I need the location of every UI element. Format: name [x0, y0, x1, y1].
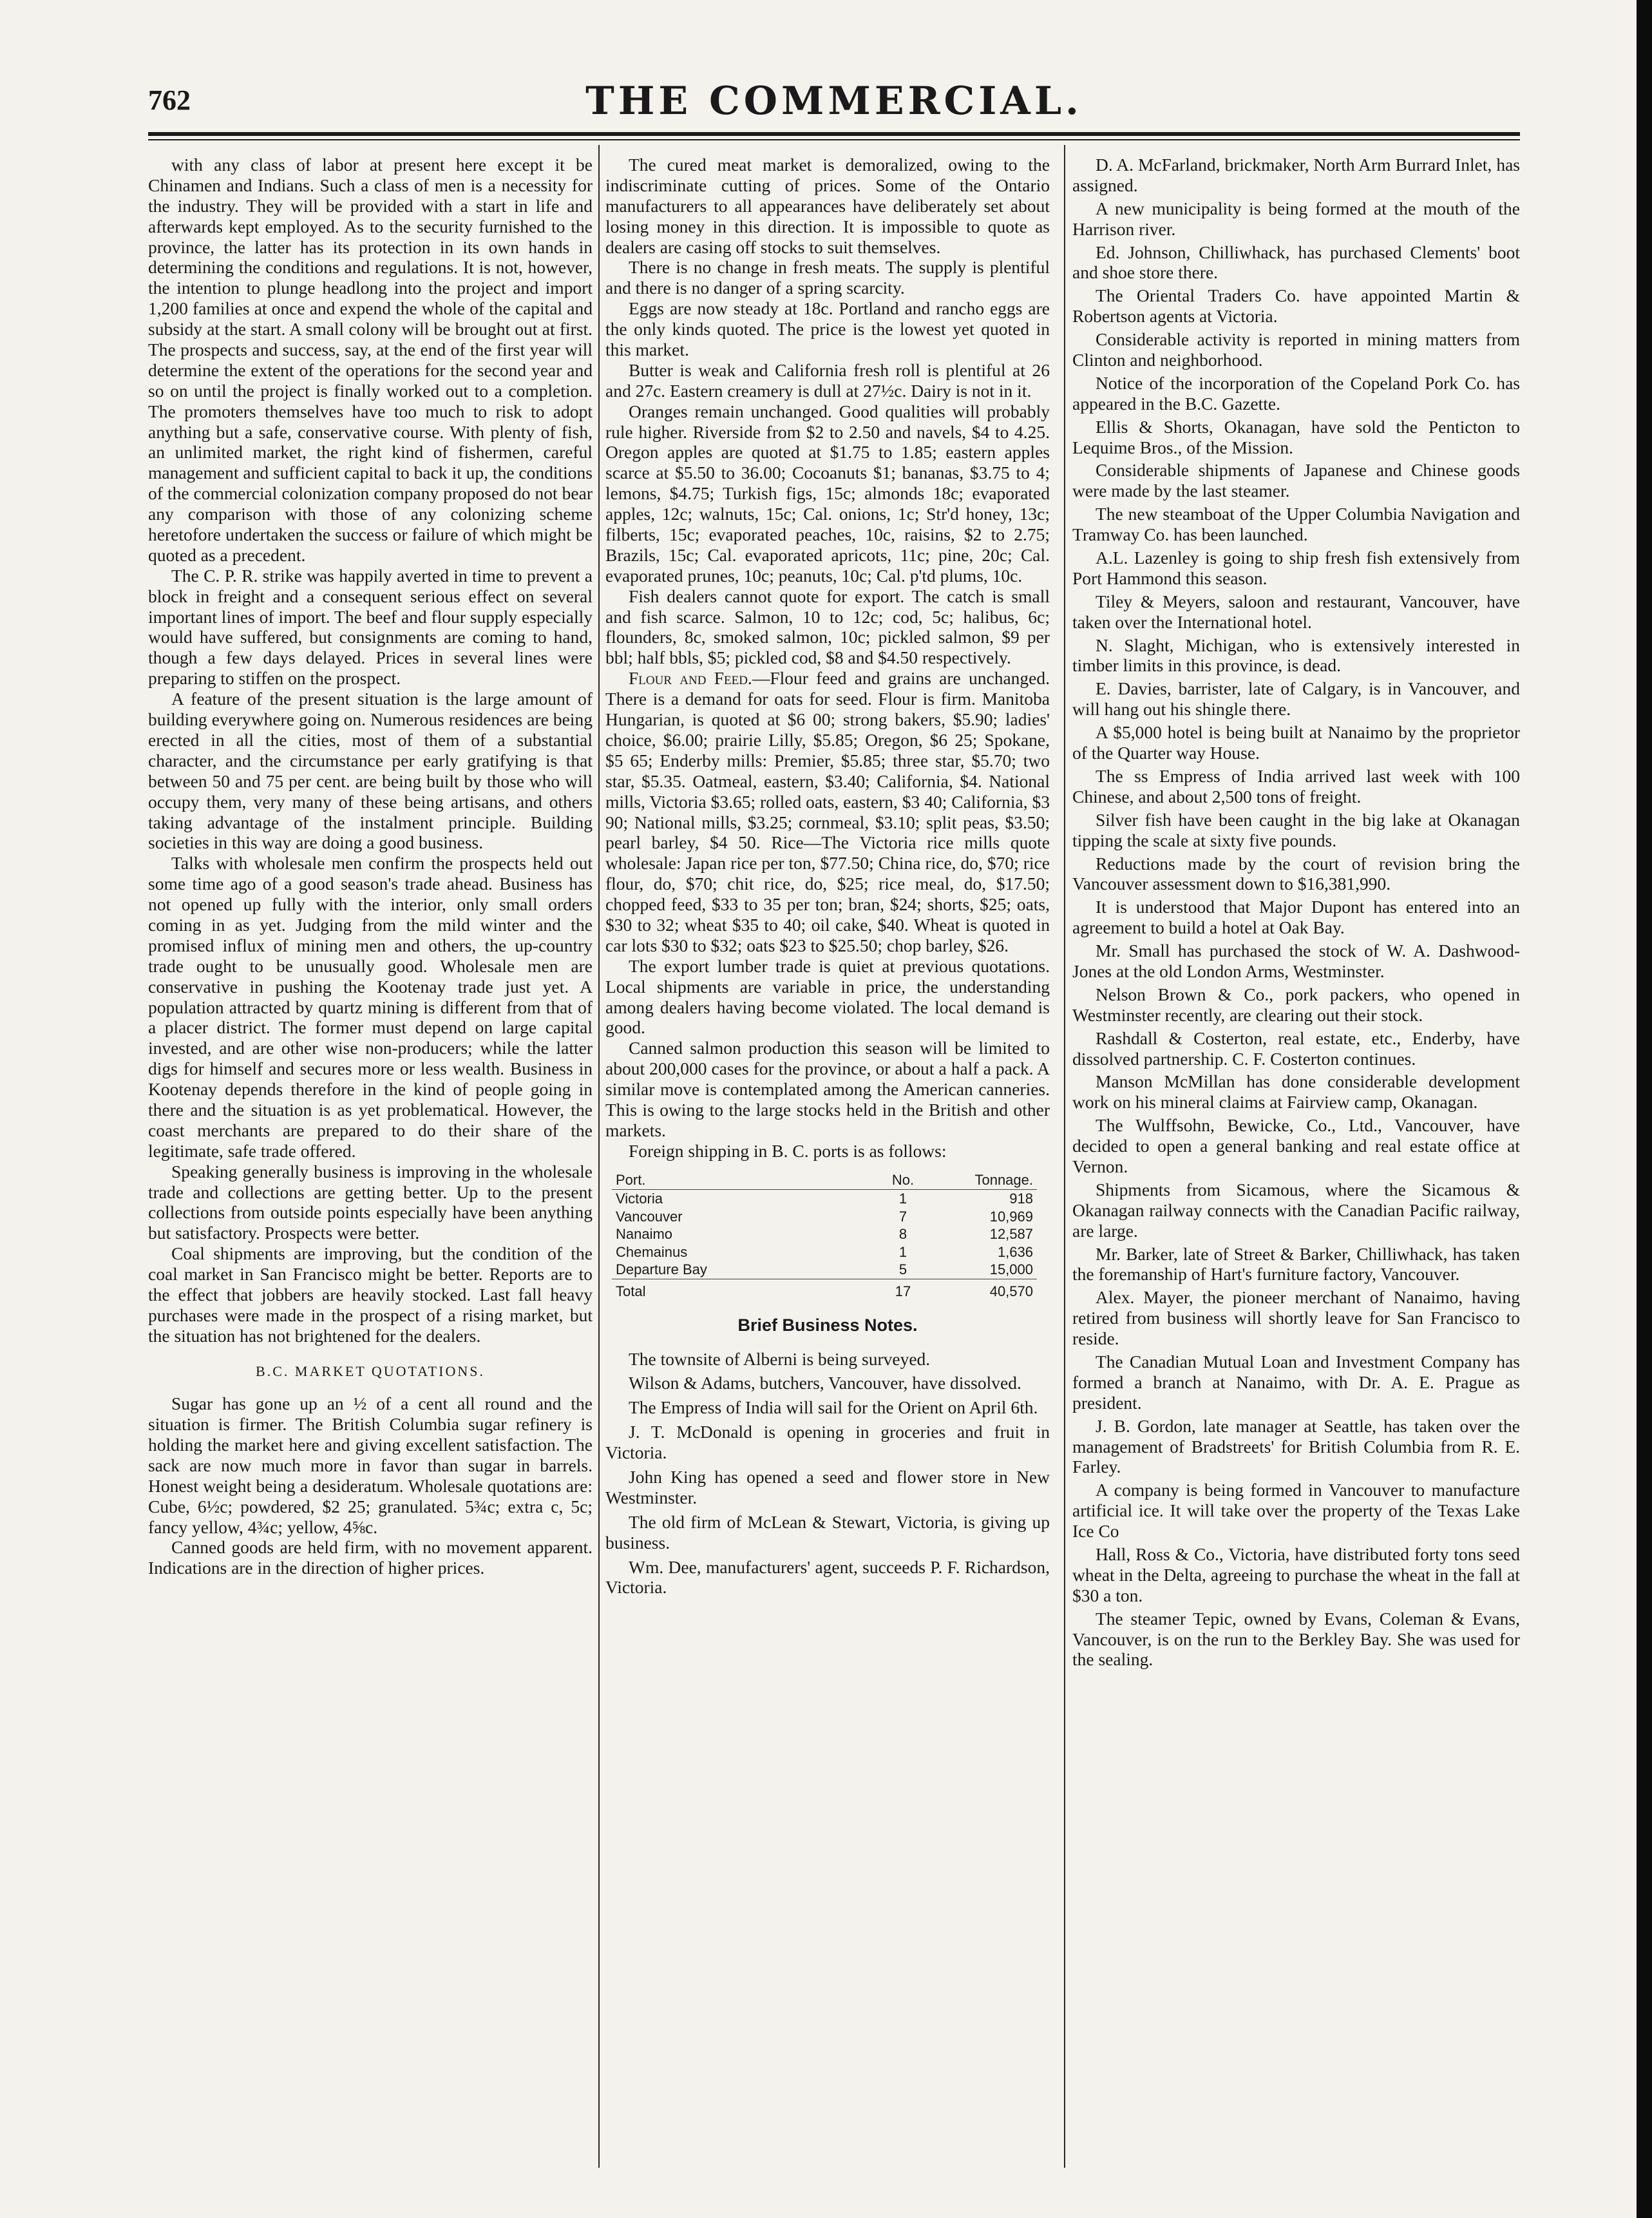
column-header: Port. — [612, 1171, 873, 1190]
note-item: Wm. Dee, manufacturers' agent, succeeds P. F. Richardson, Victoria. — [605, 1556, 1050, 1598]
table-cell: 17 — [873, 1279, 933, 1300]
note-item: J. T. McDonald is opening in groceries and fruit in Victoria. — [605, 1422, 1050, 1463]
note-item: The old firm of McLean & Stewart, Victoria, is giving up business. — [605, 1511, 1050, 1553]
table-cell: Victoria — [616, 1190, 663, 1207]
notes-heading: Brief Business Notes. — [737, 1315, 918, 1335]
table-row — [612, 1261, 1037, 1279]
note-item: Considerable shipments of Japanese and Chinese goods were made by the last steamer. — [1072, 460, 1520, 501]
note-item: Ellis & Shorts, Okanagan, have sold the Penticton to Lequime Bros., of the Mission. — [1072, 416, 1520, 457]
article-paragraph: Speaking generally business is improving in the wholesale trade and collections are getting better. Up to the present collections from outside points especially have been anything but satisfactory. Prospects were better. — [148, 1161, 593, 1243]
column-divider — [1064, 145, 1065, 2168]
note-item: Ed. Johnson, Chilliwhack, has purchased Clements' boot and shoe store there. — [1072, 242, 1520, 283]
column-3 — [1072, 155, 1520, 2171]
note-item: Considerable activity is reported in mining matters from Clinton and neighborhood. — [1072, 329, 1520, 370]
article-paragraph: There is no change in fresh meats. The supply is plentiful and there is no danger of a spring scarcity. — [605, 257, 1050, 298]
article-paragraph: Fish dealers cannot quote for export. The catch is small and fish scarce. Salmon, 10 to 12c; cod, 5c; halibus, 6c; flounders, 8c, smoked salmon, 10c; pickled salmon, $9 per bbl; half bbls, $5; pickled cod, $8 and $4.50 respectively. — [605, 586, 1050, 668]
table-cell: Vancouver — [616, 1208, 683, 1225]
note-item: Silver fish have been caught in the big lake at Okanagan tipping the scale at sixty five pounds. — [1072, 809, 1520, 850]
article-paragraph: Eggs are now steady at 18c. Portland and rancho eggs are the only kinds quoted. The price is the lowest yet quoted in this market. — [605, 298, 1050, 360]
masthead-title: THE COMMERCIAL. — [585, 79, 1083, 124]
note-item: A.L. Lazenley is going to ship fresh fish extensively from Port Hammond this season. — [1072, 548, 1520, 588]
table-cell: 10,969 — [989, 1208, 1033, 1225]
table-row — [612, 1225, 1037, 1243]
table-cell: 7 — [898, 1208, 907, 1225]
table-cell: 8 — [898, 1226, 907, 1243]
note-item: D. A. McFarland, brickmaker, North Arm Burrard Inlet, has assigned. — [1072, 155, 1520, 195]
column-1 — [148, 155, 593, 2171]
column-divider — [598, 145, 600, 2168]
note-item: Mr. Barker, late of Street & Barker, Chilliwhack, has taken the foremanship of Hart's furniture factory, Vancouver. — [1072, 1243, 1520, 1285]
page-number: 762 — [148, 84, 191, 116]
note-item: Nelson Brown & Co., pork packers, who opened in Westminster recently, are clearing out their stock. — [1072, 984, 1520, 1025]
article-paragraph: The export lumber trade is quiet at previous quotations. Local shipments are variable in price, the understanding among dealers having become violated. The local demand is good. — [605, 955, 1050, 1038]
note-item: Manson McMillan has done considerable development work on his mineral claims at Fairview camp, Okanagan. — [1072, 1071, 1520, 1113]
table-cell: 1,636 — [997, 1243, 1033, 1260]
note-item: A new municipality is being formed at the mouth of the Harrison river. — [1072, 198, 1520, 239]
notes-list — [605, 1349, 1050, 1598]
article-paragraph: The C. P. R. strike was happily averted in time to prevent a block in freight and a consequent serious effect on several important lines of import. The beef and flour supply especially would have suffered, but consignments are coming to hand, though a few days delayed. Prices in several lines were preparing to stiffen on the prospect. — [148, 565, 593, 689]
note-item: A company is being formed in Vancouver to manufacture artificial ice. It will take over the property of the Texas Lake Ice Co — [1072, 1480, 1520, 1542]
scan-edge — [1637, 0, 1652, 2218]
shipping-table — [612, 1171, 1037, 1301]
table-cell: 40,570 — [933, 1279, 1037, 1300]
header-rule-thick — [148, 132, 1520, 136]
table-cell: Total — [612, 1279, 873, 1300]
article-paragraph: Canned goods are held firm, with no movement apparent. Indications are in the direction of higher prices. — [148, 1537, 593, 1578]
table-total-row — [612, 1279, 1037, 1300]
table-header-row — [612, 1171, 1037, 1190]
note-item: Hall, Ross & Co., Victoria, have distributed forty tons seed wheat in the Delta, agreeing to purchase the wheat in the fall at $30 a ton. — [1072, 1544, 1520, 1605]
column-header: No. — [873, 1171, 933, 1190]
article-paragraph: Talks with wholesale men confirm the prospects held out some time ago of a good season's trade ahead. Business has not opened up fully with the interior, only small orders coming in as yet. Judging from the mild winter and the promised influx of mining men and others, the up-country trade ought to be unusually good. Wholesale men are conservative in pushing the Kootenay trade just yet. A population attracted by quartz mining is different from that of a placer district. The former must depend on large capital invested, and are other wise non-producers; while the latter digs for himself and secures more or less wealth. Business in Kootenay depends therefore in the kind of people going in there and the situation is as yet problematical. However, the coast merchants are prepared to do their share of the legitimate, safe trade offered. — [148, 853, 593, 1161]
table-cell: 5 — [898, 1261, 907, 1278]
article-paragraph: Coal shipments are improving, but the condition of the coal market in San Francisco might be better. Reports are to the effect that jobbers are heavily stocked. Last fall heavy purchases were made in the prospect of a rising market, but the situation has not brightened for the dealers. — [148, 1243, 593, 1346]
column-2 — [605, 155, 1050, 2171]
article-paragraph: Sugar has gone up an ½ of a cent all round and the situation is firmer. The British Columbia sugar refinery is holding the market here and giving excellent satisfaction. The sack are now much more in favor than sugar in barrels. Honest weight being a desideratum. Wholesale quotations are: Cube, 6½c; powdered, $2 25; granulated. 5¾c; extra c, 5c; fancy yellow, 4¾c; yellow, 4⅝c. — [148, 1393, 593, 1537]
article-paragraph: Butter is weak and California fresh roll is plentiful at 26 and 27c. Eastern creamery is dull at 27½c. Dairy is not in it. — [605, 359, 1050, 401]
note-item: The Wulffsohn, Bewicke, Co., Ltd., Vancouver, have decided to open a general banking and real estate office at Vernon. — [1072, 1115, 1520, 1176]
flour-paragraph — [605, 668, 1050, 955]
flour-text: —Flour feed and grains are unchanged. There is a demand for oats for seed. Flour is firm. Manitoba Hungarian, is quoted at $6 00; strong bakers, $5.90; ladies' choice, $6.00; prairie Lilly, $5.85; Oregon, $6 25; Spokane, $5 65; Enderby mills: Premier, $5.85; three star, $5.70; two star, $5.35. Oatmeal, eastern, $3.40; California, $4. National mills, Victoria $3.65; rolled oats, eastern, $3 40; California, $3 90; National mills, $3.25; cornmeal, $3.10; split peas, $3.50; pearl barley, $4 50. Rice—The Victoria rice mills quote wholesale: Japan rice per ton, $77.50; China rice, do, $70; rice flour, do, $70; chit rice, do, $25; rice meal, do, $17.50; chopped feed, $33 to 35 per ton; bran, $24; shorts, $25; oats, $30 to 32; wheat $35 to 40; oil cake, $40. Wheat is quoted in car lots $30 to $32; oats $23 to $25.50; chop barley, $26. — [605, 668, 1050, 955]
note-item: Notice of the incorporation of the Copeland Pork Co. has appeared in the B.C. Gazette. — [1072, 372, 1520, 414]
note-item: The townsite of Alberni is being surveyed. — [629, 1348, 931, 1369]
table-cell: 918 — [1009, 1190, 1033, 1207]
section-heading: B.C. MARKET QUOTATIONS. — [256, 1362, 485, 1379]
flour-lead: Flour and Feed. — [629, 668, 752, 689]
note-item: John King has opened a seed and flower store in New Westminster. — [605, 1467, 1050, 1507]
note-item: Rashdall & Costerton, real estate, etc., Enderby, have dissolved partnership. C. F. Costerton continues. — [1072, 1028, 1520, 1069]
note-item: Reductions made by the court of revision bring the Vancouver assessment down to $16,381,990. — [1072, 853, 1520, 894]
table-cell: 1 — [898, 1190, 907, 1207]
table-row — [612, 1208, 1037, 1226]
table-row — [612, 1190, 1037, 1208]
note-item: E. Davies, barrister, late of Calgary, is in Vancouver, and will hang out his shingle there. — [1072, 678, 1520, 720]
table-cell: Chemainus — [616, 1243, 688, 1260]
header-rule-thin — [148, 139, 1520, 140]
article-paragraph: A feature of the present situation is the large amount of building everywhere going on. Numerous residences are being erected in all the cities, most of them of a substantial character, and the circumstance per early gratifying is that between 50 and 75 per cent. are being built by those who will occupy them, very many of these being artisans, and others taking advantage of the instalment principle. Building societies in this way are doing a good business. — [148, 689, 593, 853]
note-item: N. Slaght, Michigan, who is extensively interested in timber limits in this province, is dead. — [1072, 635, 1520, 676]
article-paragraph: with any class of labor at present here except it be Chinamen and Indians. Such a class of men is a necessity for the industry. They will be provided with a start in life and afterwards kept employed. As to the security furnished to the province, the latter has its protection in its own hands in determining the conditions and regulations. It is not, however, the intention to plunge headlong into the project and import 1,200 families at once and expend the whole of the capital and subsidy at the start. A small colony will be brought out at first. The prospects and success, say, at the end of the first year will determine the extent of the operations for the second year and so on until the project is finally worked out to a completion. The promoters themselves have too much to risk to adopt anything but a safe, conservative course. With plenty of fish, an unlimited market, the right kind of fishermen, careful management and sufficient capital to back it up, the conditions of the commercial colonization company proposed do not bear any comparison with those of any colonizing scheme heretofore undertaken the success or failure of which might be quoted as a precedent. — [148, 155, 593, 565]
note-item: The Canadian Mutual Loan and Investment Company has formed a branch at Nanaimo, with Dr. A. E. Prague as president. — [1072, 1351, 1520, 1413]
note-item: The ss Empress of India arrived last week with 100 Chinese, and about 2,500 tons of freight. — [1072, 765, 1520, 807]
column-header: Tonnage. — [933, 1171, 1037, 1190]
note-item: It is understood that Major Dupont has entered into an agreement to build a hotel at Oak Bay. — [1072, 897, 1520, 938]
note-item: The Empress of India will sail for the Orient on April 6th. — [629, 1397, 1038, 1418]
article-paragraph: Canned salmon production this season will be limited to about 200,000 cases for the province, or about a half a pack. A similar move is contemplated among the American canneries. This is owing to the large stocks held in the British and other markets. — [605, 1038, 1050, 1140]
note-item: Tiley & Meyers, saloon and restaurant, Vancouver, have taken over the International hotel. — [1072, 591, 1520, 632]
note-item: The steamer Tepic, owned by Evans, Coleman & Evans, Vancouver, is on the run to the Berkley Bay. She was used for the sealing. — [1072, 1608, 1520, 1670]
table-cell: 12,587 — [989, 1226, 1033, 1243]
table-cell: Departure Bay — [616, 1261, 707, 1278]
table-cell: Nanaimo — [616, 1226, 673, 1243]
note-item: A $5,000 hotel is being built at Nanaimo by the proprietor of the Quarter way House. — [1072, 722, 1520, 763]
table-row — [612, 1243, 1037, 1261]
table-cell: 15,000 — [989, 1261, 1033, 1278]
note-item: Alex. Mayer, the pioneer merchant of Nanaimo, having retired from business will shortly leave for San Francisco to reside. — [1072, 1287, 1520, 1349]
note-item: Shipments from Sicamous, where the Sicamous & Okanagan railway connects with the Canadian Pacific railway, are large. — [1072, 1179, 1520, 1241]
note-item: Mr. Small has purchased the stock of W. A. Dashwood-Jones at the old London Arms, Westminster. — [1072, 941, 1520, 981]
note-item: Wilson & Adams, butchers, Vancouver, have dissolved. — [629, 1373, 1021, 1393]
note-item: J. B. Gordon, late manager at Seattle, has taken over the management of Bradstreets' for British Columbia from R. E. Farley. — [1072, 1415, 1520, 1477]
note-item: The Oriental Traders Co. have appointed Martin & Robertson agents at Victoria. — [1072, 285, 1520, 327]
article-paragraph: The cured meat market is demoralized, owing to the indiscriminate cutting of prices. Some of the Ontario manufacturers to all appearances have deliberately set about losing money in this direction. It is impossible to quote as dealers are casing off stocks to suit themselves. — [605, 155, 1050, 257]
note-item: The new steamboat of the Upper Columbia Navigation and Tramway Co. has been launched. — [1072, 504, 1520, 545]
article-paragraph: Oranges remain unchanged. Good qualities will probably rule higher. Riverside from $2 to 2.50 and navels, $4 to 4.25. Oregon apples are quoted at $1.75 to 1.85; eastern apples scarce at $5.50 to 36.00; Cocoanuts $1; bananas, $3.75 to 4; lemons, $4.75; Turkish figs, 15c; almonds 18c; evaporated apples, 12c; walnuts, 15c; Cal. onions, 1c; Str'd honey, 13c; filberts, 15c; evaporated peaches, 10c, raisins, $2 to 2.75; Brazils, 15c; Cal. evaporated apricots, 11c; pine, 20c; Cal. evaporated prunes, 10c; peanuts, 10c; Cal. p'td plums, 10c. — [605, 401, 1050, 586]
article-paragraph: Foreign shipping in B. C. ports is as follows: — [629, 1140, 947, 1161]
page-header — [148, 77, 1520, 129]
table-cell: 1 — [898, 1243, 907, 1260]
